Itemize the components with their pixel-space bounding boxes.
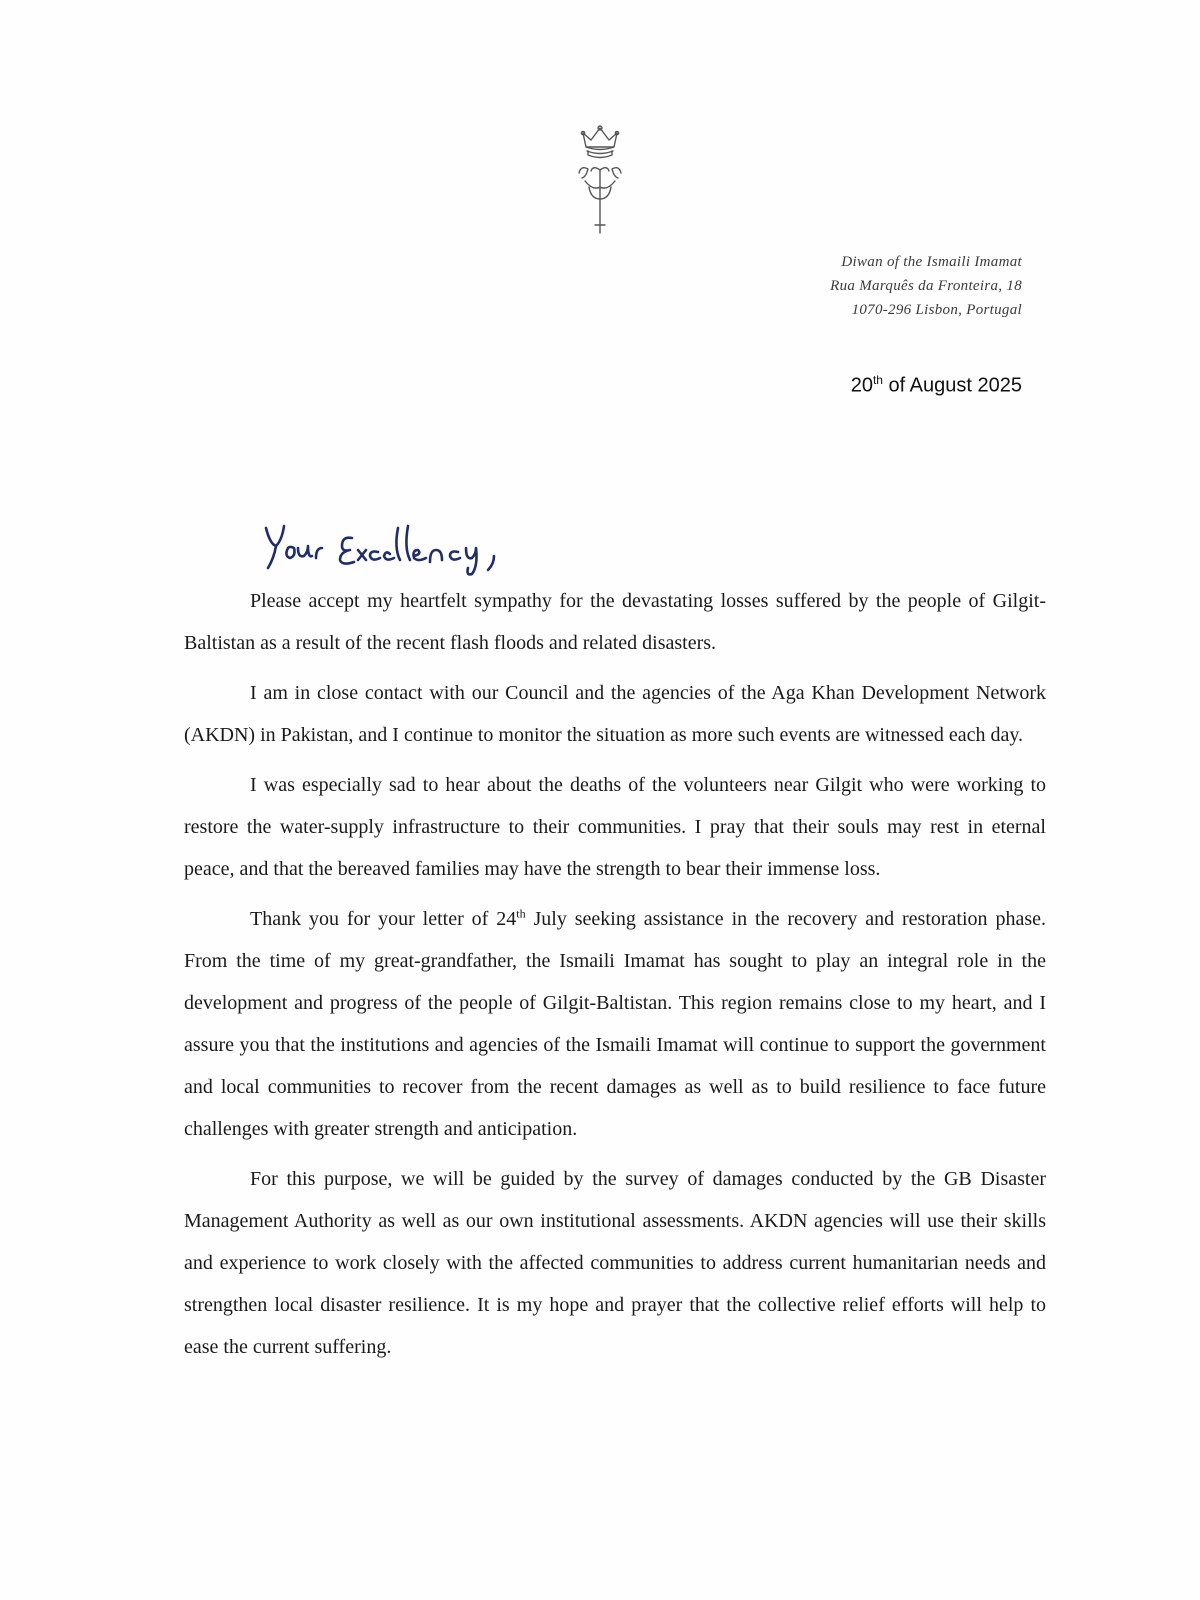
ismaili-imamat-crest-icon bbox=[573, 125, 627, 235]
paragraph-volunteers: I was especially sad to hear about the deaths of the volunteers near Gilgit who were working to restore the water-supply infrastructure to their communities. I pray that their souls may rest in eternal peace, and that the bereaved families may have the strength to bear their immense loss. bbox=[184, 774, 1046, 880]
paragraph-assistance-start: Thank you for your letter of 24 bbox=[250, 908, 517, 930]
address-line: 1070-296 Lisbon, Portugal bbox=[851, 302, 1022, 318]
sender-address bbox=[830, 250, 1022, 322]
paragraph-sympathy: Please accept my heartfelt sympathy for the devastating losses suffered by the people of Gilgit-Baltistan as a result of the recent flash floods and related disasters. bbox=[184, 590, 1046, 654]
paragraph-purpose: For this purpose, we will be guided by the survey of damages conducted by the GB Disaster Management Authority as well as our own institutional assessments. AKDN agencies will use their skills and experience to work closely with the affected communities to address current humanitarian needs and strengthen local disaster resilience. It is my hope and prayer that the collective relief efforts will help to ease the current suffering. bbox=[184, 1168, 1046, 1358]
paragraph-contact: I am in close contact with our Council and the agencies of the Aga Khan Development Network (AKDN) in Pakistan, and I continue to monitor the situation as more such events are witnessed each day. bbox=[184, 682, 1046, 746]
date-rest: of August 2025 bbox=[882, 374, 1022, 397]
address-line: Diwan of the Ismaili Imamat bbox=[841, 254, 1022, 270]
letter-date bbox=[851, 373, 1022, 398]
ordinal-suffix: th bbox=[516, 906, 526, 921]
handwritten-salutation bbox=[262, 518, 532, 578]
address-line: Rua Marquês da Fronteira, 18 bbox=[830, 278, 1022, 294]
paragraph-assistance-rest: July seeking assistance in the recovery and restoration phase. From the time of my great-grandfather, the Ismaili Imamat has sought to play an integral role in the development and progress of the people of Gilgit-Baltistan. This region remains close to my heart, and I assure you that the institutions and agencies of the Ismaili Imamat will continue to support the government and local communities to recover from the recent damages as well as to build resilience to face future challenges with greater strength and anticipation. bbox=[184, 908, 1046, 1140]
letter-body bbox=[184, 580, 1046, 1376]
date-day: 20 bbox=[850, 374, 873, 397]
paragraph-assistance bbox=[184, 898, 1046, 1150]
date-suffix: th bbox=[872, 373, 883, 387]
